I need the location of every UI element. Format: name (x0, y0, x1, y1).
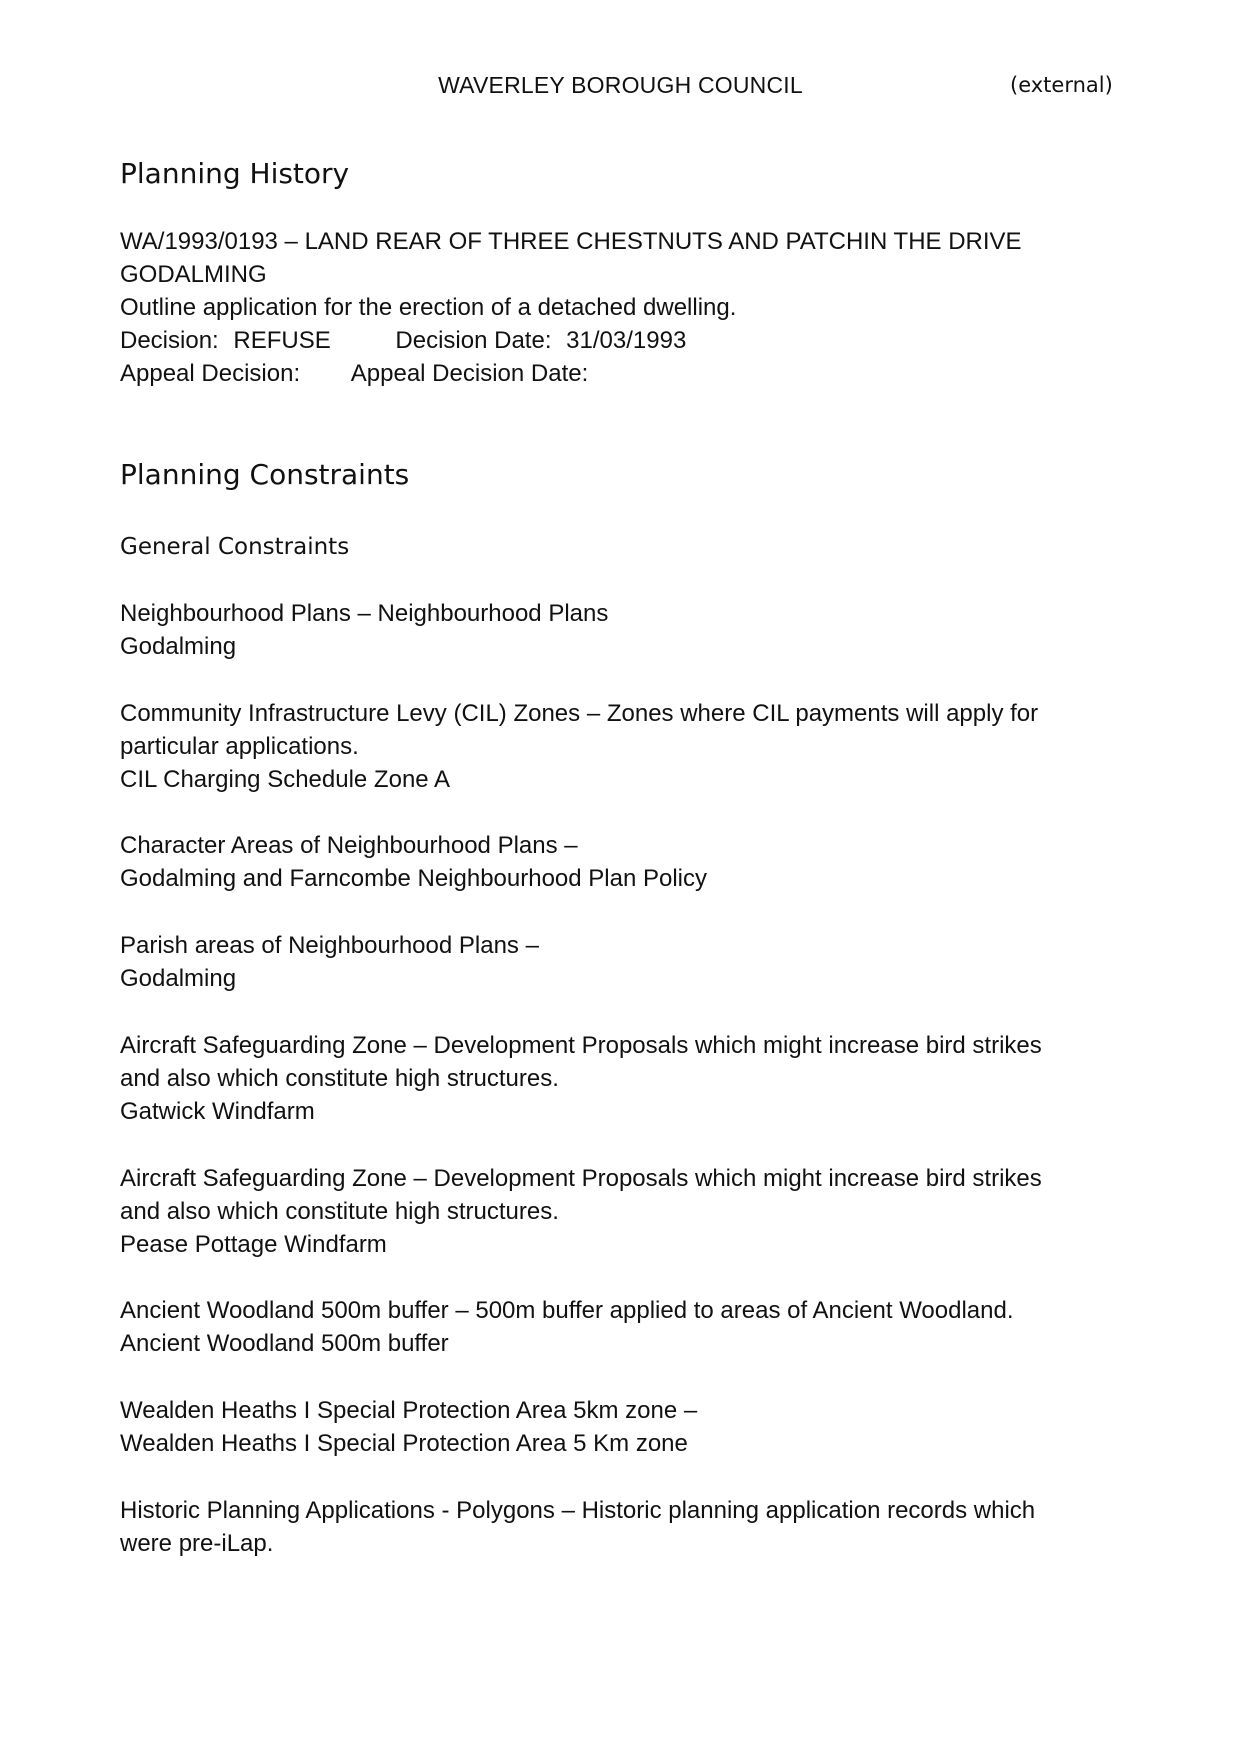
decision-row (120, 324, 686, 357)
constraint-line: Godalming (120, 633, 237, 660)
appeal-row (120, 357, 588, 390)
constraint-line: particular applications. (120, 733, 359, 760)
application-description: Outline application for the erection of a detached dwelling. (120, 294, 737, 321)
constraint-line: Gatwick Windfarm (120, 1098, 315, 1125)
constraint-line: Ancient Woodland 500m buffer – 500m buffer applied to areas of Ancient Woodland. (120, 1297, 1014, 1324)
external-label: (external) (1010, 73, 1113, 97)
constraint-line: Neighbourhood Plans – Neighbourhood Plans (120, 600, 609, 627)
constraint-line: Historic Planning Applications - Polygons – Historic planning application records which (120, 1497, 1036, 1524)
appeal-decision-label: Appeal Decision: (120, 360, 301, 387)
constraint-line: Aircraft Safeguarding Zone – Development Proposals which might increase bird strikes (120, 1032, 1042, 1059)
constraint-line: Godalming and Farncombe Neighbourhood Plan Policy (120, 865, 708, 892)
decision-date-label: Decision Date: (395, 327, 552, 354)
constraint-line: Parish areas of Neighbourhood Plans – (120, 932, 539, 959)
constraint-line: and also which constitute high structures. (120, 1198, 559, 1225)
constraint-line: Aircraft Safeguarding Zone – Development Proposals which might increase bird strikes (120, 1165, 1042, 1192)
application-reference: WA/1993/0193 – LAND REAR OF THREE CHESTNUTS AND PATCHIN THE DRIVE (120, 228, 1022, 255)
appeal-decision-date-label: Appeal Decision Date: (350, 360, 589, 387)
constraint-line: Character Areas of Neighbourhood Plans – (120, 832, 578, 859)
constraint-line: Pease Pottage Windfarm (120, 1231, 387, 1258)
constraint-line: Godalming (120, 965, 237, 992)
constraint-line: were pre-iLap. (120, 1530, 274, 1557)
general-constraints-subheading: General Constraints (120, 534, 350, 560)
constraint-line: and also which constitute high structures. (120, 1065, 559, 1092)
constraint-line: Ancient Woodland 500m buffer (120, 1330, 449, 1357)
planning-history-heading: Planning History (120, 157, 350, 190)
planning-constraints-heading: Planning Constraints (120, 458, 410, 491)
decision-label: Decision: (120, 327, 219, 354)
decision-value: REFUSE (233, 327, 331, 354)
constraint-line: Wealden Heaths I Special Protection Area 5 Km zone (120, 1430, 688, 1457)
constraint-line: CIL Charging Schedule Zone A (120, 766, 450, 793)
constraint-line: Wealden Heaths I Special Protection Area 5km zone – (120, 1397, 698, 1424)
constraint-line: Community Infrastructure Levy (CIL) Zones – Zones where CIL payments will apply for (120, 700, 1039, 727)
decision-date-value: 31/03/1993 (566, 327, 687, 354)
council-name: WAVERLEY BOROUGH COUNCIL (438, 72, 803, 98)
application-location: GODALMING (120, 261, 267, 288)
